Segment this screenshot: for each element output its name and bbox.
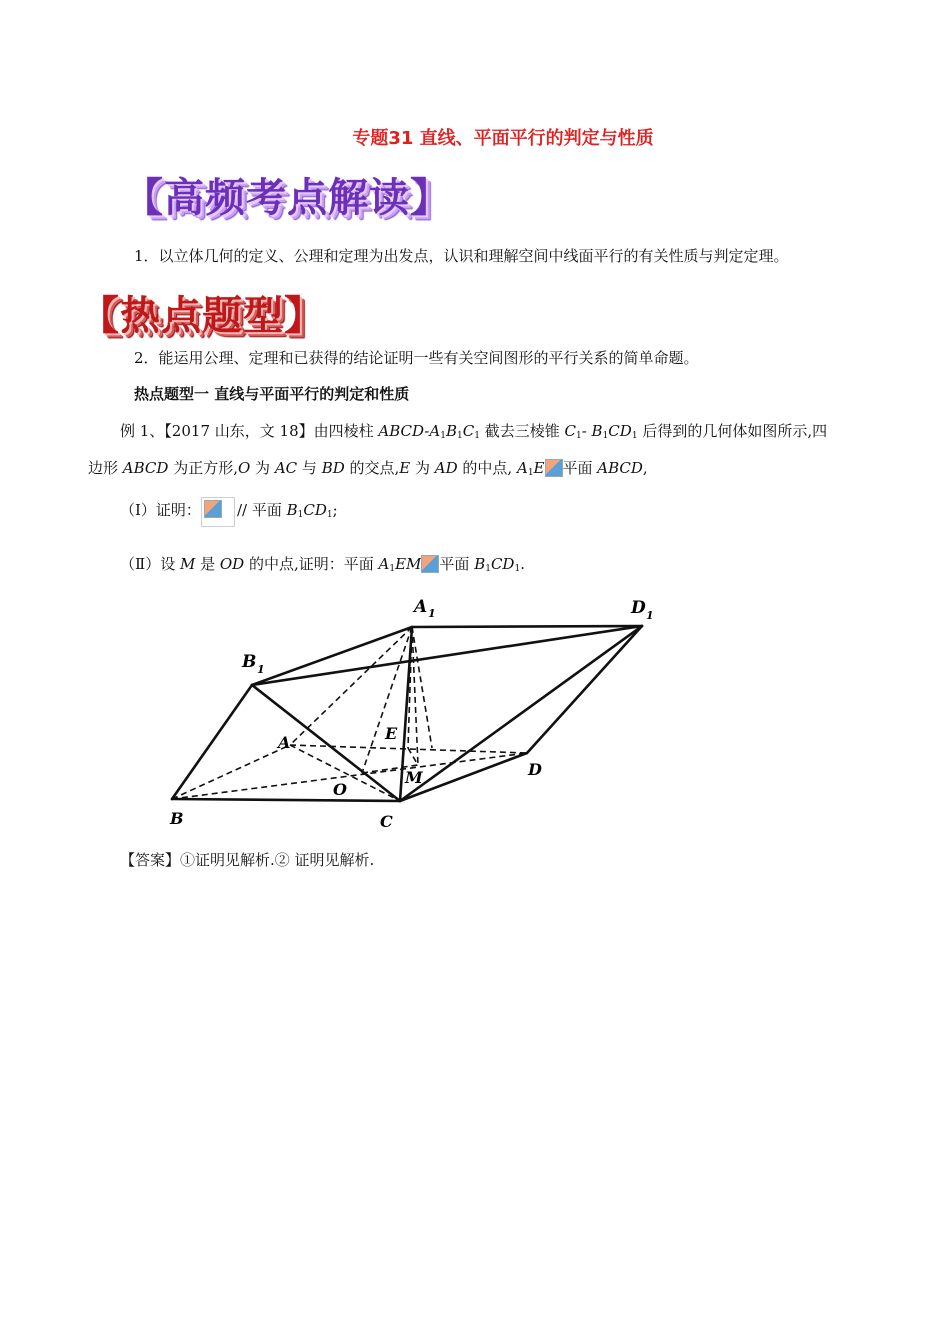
label-B1: B bbox=[242, 652, 257, 672]
label-A: A bbox=[278, 733, 291, 752]
edge-A1D1 bbox=[412, 626, 642, 627]
hot-type-heading: 热点题型一 直线与平面平行的判定和性质 bbox=[134, 385, 410, 403]
label-D1: D bbox=[631, 598, 646, 618]
answer: 【答案】①证明见解析.② 证明见解析. bbox=[120, 851, 375, 869]
example-line-1: 例 1、【2017 山东，文 18】由四棱柱 ABCD-$A_1B_1C_1$ 截去三棱锥 $C_1-$ $B_1CD_1$ 后得到的几何体如图所示,四 bbox=[120, 422, 828, 441]
part-2: （Ⅱ）设 M 是 OD 的中点,证明：平面 $A_1EM$ 平面 $B_1CD_1$. bbox=[120, 555, 525, 574]
banner-high-frequency: 【高频考点解读】 bbox=[123, 175, 451, 221]
edge-B1B bbox=[172, 685, 252, 799]
example-line-2: 边形 ABCD 为正方形,O 为 AC 与 BD 的交点,E 为 AD 的中点, $A_1E$ 平面 ABCD, bbox=[88, 459, 648, 478]
label-D1-sub: 1 bbox=[646, 609, 654, 622]
label-E: E bbox=[385, 724, 398, 743]
label-D: D bbox=[528, 760, 542, 779]
edge-CD1 bbox=[400, 626, 642, 801]
edge-B1D1 bbox=[252, 626, 642, 685]
point-2: 2．能运用公理、定理和已获得的结论证明一些有关空间图形的平行关系的简单命题。 bbox=[134, 349, 699, 367]
label-B: B bbox=[170, 809, 184, 828]
point-1: 1．以立体几何的定义、公理和定理为出发点，认识和理解空间中线面平行的有关性质与判定定理。 bbox=[134, 247, 789, 265]
label-A1: A bbox=[414, 597, 428, 617]
edge-DD1 bbox=[527, 626, 642, 753]
label-C: C bbox=[380, 812, 393, 831]
label-O: O bbox=[333, 780, 347, 799]
edge-EM bbox=[408, 748, 418, 765]
banner-hot-topics: 【热点题型】 bbox=[79, 293, 325, 339]
page-title: 专题31 直线、平面平行的判定与性质 bbox=[352, 128, 654, 149]
label-B1-sub: 1 bbox=[257, 663, 265, 676]
part-1: （Ⅰ）证明： // 平面 $B_1CD_1$; bbox=[120, 497, 338, 527]
label-M: M bbox=[405, 768, 423, 787]
edge-B1C bbox=[252, 685, 400, 801]
edge-B1A1 bbox=[252, 627, 412, 685]
label-A1-sub: 1 bbox=[428, 607, 436, 620]
edge-BC bbox=[172, 799, 400, 801]
